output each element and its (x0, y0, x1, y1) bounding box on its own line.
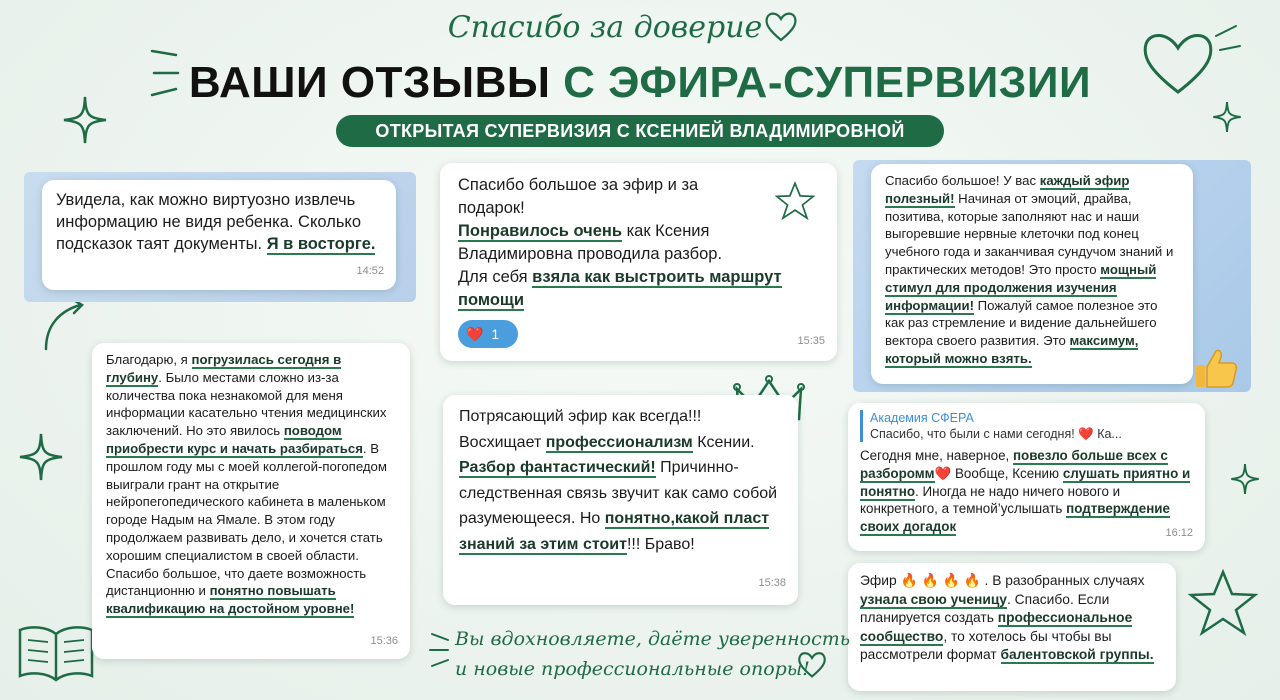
review-text: . Было местами сложно из-за количества пока незнакомой для меня информации касательно чтения медицинских заключений. Но это явилось (106, 369, 387, 439)
sparkle-icon (18, 432, 64, 482)
reply-text: Спасибо, что были с нами сегодня! ❤️ Ка... (870, 427, 1122, 441)
sparkle-icon (1230, 462, 1260, 496)
headline-green: С ЭФИРА-СУПЕРВИЗИИ (563, 58, 1092, 107)
review-text: Потрясающий эфир как всегда!!! Восхищает (459, 408, 702, 451)
thumbs-up-icon (1194, 345, 1240, 391)
review-text: . В прошлом году мы с моей коллегой-погопедом выиграли грант на открытие нейропегопедического кабинета в маленьком городе Надым на Ямале. В этом году продолжаем развивать дело, и хочется стать хорошим специалистом в своей области. Спасибо большое, что даете возможность дистанционню и (106, 440, 387, 599)
review-highlight: повезло больше всех с разборомм (860, 448, 1168, 481)
footer-script-line-1: Вы вдохновляете, даёте уверенность (455, 628, 851, 650)
review-text: Ксении. (692, 433, 755, 451)
review-highlight: Разбор фантастический! (459, 459, 656, 477)
script-title: Спасибо за доверие (447, 10, 763, 45)
review-text: Причинно-следственная связь звучит как само собой разумеющееся. Но (459, 459, 778, 528)
review-card-7 (848, 563, 1176, 691)
review-text: !!! Браво! (626, 535, 695, 553)
review-text: Благодарю, я (106, 352, 192, 367)
heart-icon: ❤️ (934, 465, 952, 481)
review-highlight: профессионализм (545, 433, 693, 451)
review-card-6 (848, 403, 1205, 551)
timestamp: 15:38 (758, 577, 786, 590)
review-highlight: максимум, который можно взять. (885, 333, 1139, 366)
review-text: . Иногда не надо ничего нового и конкретного, а темной’услышать (860, 483, 1121, 517)
reaction-chip[interactable] (458, 320, 518, 348)
open-book-icon (16, 620, 96, 684)
review-text: Спасибо большое! У вас (885, 173, 1040, 188)
review-text: Сегодня мне, наверное, (860, 448, 1013, 463)
review-highlight: понятно,какой пласт знаний за этим стоит (459, 510, 770, 553)
timestamp: 15:35 (797, 335, 825, 347)
review-highlight: взяла как выстроить маршрут помощи (458, 268, 782, 309)
footer-script-line-2: и новые профессиональные опоры! (455, 658, 810, 680)
review-highlight: мощный стимул для продолжения изучения информации! (885, 261, 1157, 313)
headline-black: ВАШИ ОТЗЫВЫ (188, 58, 564, 107)
review-highlight: понятно повышать квалификацию на достойном уровне! (106, 583, 355, 617)
reply-author: Академия СФЕРА (870, 411, 974, 425)
reaction-count: 1 (491, 326, 500, 342)
review-text: Для себя (458, 268, 533, 286)
subtitle-pill: ОТКРЫТАЯ СУПЕРВИЗИЯ С КСЕНИЕЙ ВЛАДИМИРОВНОЙ (336, 115, 944, 147)
review-highlight: Понравилось очень (458, 222, 623, 240)
review-text: Пожалуй самое полезное это как раз стремление и видение дальнейшего вектора своего развития. Это (885, 297, 1158, 349)
arrow-curve-icon (40, 295, 90, 355)
review-text: Спасибо большое за эфир и за подарок! (458, 176, 699, 217)
review-highlight: Я в восторге. (266, 235, 376, 253)
review-card-2 (440, 163, 837, 361)
review-text: . Спасибо. Если планируется создать (860, 591, 1110, 626)
star-icon (1188, 568, 1258, 638)
review-card-4 (92, 343, 410, 659)
review-card-1 (42, 180, 396, 290)
review-text: Увидела, как можно виртуозно извлечь информацию не видя ребенка. Сколько подсказок таят документы. (56, 191, 361, 253)
dash-lines-icon (428, 628, 452, 674)
review-text: Эфир 🔥 🔥 🔥 🔥 . В разобранных случаях (860, 573, 1145, 588)
dash-lines-icon (1212, 22, 1242, 62)
review-highlight: каждый эфир полезный! (885, 173, 1130, 206)
review-highlight: поводом приобрести курс и начать разбираться (106, 423, 363, 456)
review-text: как Ксения Владимировна проводила разбор. (458, 222, 723, 263)
review-highlight: балентовской группы. (1000, 647, 1154, 663)
page-title (0, 58, 1280, 108)
star-icon (775, 181, 815, 221)
review-highlight: погрузилась сегодня в глубину (106, 352, 342, 385)
timestamp: 14:52 (356, 265, 384, 277)
review-card-5 (443, 395, 798, 605)
review-highlight: профессиональное сообщество (860, 610, 1133, 644)
review-card-3 (871, 164, 1193, 384)
timestamp: 15:36 (370, 635, 398, 648)
review-highlight: слушать приятно и понятно (860, 465, 1191, 499)
heart-icon: ❤️ (466, 326, 484, 342)
review-text: Начиная от эмоций, драйва, позитива, которые заполняют нас и наши выгоревшие нервные клеточки под конец учебного года и заканчивая сундучом знаний и практических методов! Это просто (885, 190, 1174, 277)
review-highlight: узнала свою ученицу (860, 591, 1007, 607)
review-text: , то хотелось бы чтобы вы рассмотрели формат (860, 628, 1112, 663)
reply-quote[interactable] (860, 410, 1193, 442)
timestamp: 16:12 (1165, 527, 1193, 540)
review-highlight: подтверждение своих догадок (860, 501, 1170, 535)
review-text: Вообще, Ксению (951, 465, 1063, 481)
